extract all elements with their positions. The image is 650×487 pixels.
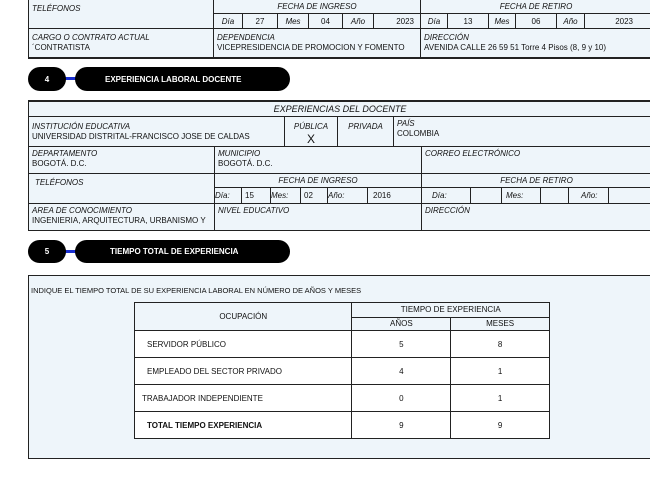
retiro-dia: 13 bbox=[447, 13, 489, 29]
docente-ingreso-mes: 02 bbox=[300, 187, 328, 204]
ingreso-anio: 2023 bbox=[373, 13, 421, 29]
dependencia-label: DEPENDENCIA bbox=[217, 33, 275, 42]
municipio-label: MUNICIPIO bbox=[218, 149, 261, 158]
docente-retiro-dia-label: Día: bbox=[421, 187, 471, 204]
fecha-retiro-header: FECHA DE RETIRO bbox=[420, 0, 650, 14]
docente-retiro-mes[interactable] bbox=[540, 187, 569, 204]
cargo-label: CARGO O CONTRATO ACTUAL bbox=[32, 33, 150, 42]
docente-telefonos-cell bbox=[28, 173, 215, 204]
cargo-value: ´CONTRATISTA bbox=[32, 43, 90, 52]
meses-cell: 1 bbox=[451, 385, 550, 412]
docente-telefonos-label: TELÉFONOS bbox=[35, 178, 84, 187]
telefonos-label: TELÉFONOS bbox=[32, 4, 81, 13]
section-5-title: TIEMPO TOTAL DE EXPERIENCIA bbox=[75, 240, 290, 263]
ingreso-dia: 27 bbox=[242, 13, 278, 29]
institucion-label: INSTITUCIÓN EDUCATIVA bbox=[32, 122, 131, 131]
pais-value: COLOMBIA bbox=[397, 129, 440, 138]
docente-ingreso-anio: 2016 bbox=[367, 187, 422, 204]
section-4-title: EXPERIENCIA LABORAL DOCENTE bbox=[75, 67, 290, 91]
fecha-ingreso-header: FECHA DE INGRESO bbox=[213, 0, 421, 14]
retiro-mes: 06 bbox=[515, 13, 557, 29]
telefonos-cell bbox=[28, 0, 214, 29]
institucion-value: UNIVERSIDAD DISTRITAL-FRANCISCO JOSE DE CALDAS bbox=[32, 132, 250, 141]
ocupacion-cell: TRABAJADOR INDEPENDIENTE bbox=[135, 385, 352, 412]
nivel-cell bbox=[214, 203, 422, 231]
ocupacion-cell: SERVIDOR PÚBLICO bbox=[135, 331, 352, 358]
tiempo-table bbox=[134, 302, 550, 439]
docente-retiro-mes-label: Mes: bbox=[501, 187, 541, 204]
tiempo-instruction: INDIQUE EL TIEMPO TOTAL DE SU EXPERIENCIA LABORAL EN NÚMERO DE AÑOS Y MESES bbox=[31, 286, 362, 295]
privada-cell[interactable] bbox=[337, 116, 394, 147]
cargo-cell bbox=[28, 28, 214, 59]
publica-cell[interactable] bbox=[284, 116, 338, 147]
docente-retiro-dia[interactable] bbox=[470, 187, 502, 204]
docente-title: EXPERIENCIAS DEL DOCENTE bbox=[28, 100, 650, 117]
table-row bbox=[135, 358, 550, 385]
docente-ingreso-dia: 15 bbox=[241, 187, 271, 204]
ingreso-mes: 04 bbox=[308, 13, 343, 29]
publica-mark: X bbox=[306, 132, 315, 146]
direccion-label: DIRECCIÓN bbox=[424, 33, 469, 42]
docente-direccion-cell bbox=[421, 203, 650, 231]
anios-cell: 0 bbox=[352, 385, 451, 412]
correo-cell bbox=[421, 146, 650, 174]
pais-cell bbox=[393, 116, 650, 147]
docente-direccion-label: DIRECCIÓN bbox=[425, 206, 470, 215]
table-row bbox=[135, 385, 550, 412]
total-meses: 9 bbox=[451, 412, 550, 439]
retiro-mes-label: Mes bbox=[488, 13, 516, 29]
area-label: AREA DE CONOCIMIENTO bbox=[32, 206, 133, 215]
tiempo-header: TIEMPO DE EXPERIENCIA bbox=[352, 303, 550, 318]
nivel-label: NIVEL EDUCATIVO bbox=[218, 206, 290, 215]
section-4-number: 4 bbox=[28, 67, 66, 91]
direccion-cell bbox=[420, 28, 650, 59]
table-row bbox=[135, 331, 550, 358]
municipio-cell bbox=[214, 146, 422, 174]
privada-label: PRIVADA bbox=[348, 122, 383, 131]
publica-label: PÚBLICA bbox=[293, 122, 329, 131]
docente-fecha-ingreso-header: FECHA DE INGRESO bbox=[214, 173, 422, 188]
table-row-total bbox=[135, 412, 550, 439]
ocupacion-cell: EMPLEADO DEL SECTOR PRIVADO bbox=[135, 358, 352, 385]
dependencia-value: VICEPRESIDENCIA DE PROMOCION Y FOMENTO bbox=[217, 43, 405, 52]
docente-mes-label: Mes: bbox=[270, 187, 301, 204]
area-cell bbox=[28, 203, 215, 231]
retiro-anio: 2023 bbox=[584, 13, 650, 29]
anios-cell: 4 bbox=[352, 358, 451, 385]
dia-label: Día bbox=[213, 13, 243, 29]
pais-label: PAÍS bbox=[397, 119, 415, 128]
direccion-value: AVENIDA CALLE 26 59 51 Torre 4 Pisos (8, 9 y 10) bbox=[424, 43, 607, 52]
retiro-dia-label: Día bbox=[420, 13, 448, 29]
anio-label: Año bbox=[342, 13, 374, 29]
docente-dia-label: Día: bbox=[214, 187, 242, 204]
ocupacion-header: OCUPACIÓN bbox=[135, 303, 352, 331]
area-value: INGENIERIA, ARQUITECTURA, URBANISMO Y bbox=[32, 216, 206, 225]
municipio-value: BOGOTÁ. D.C. bbox=[218, 159, 273, 168]
anios-header: AÑOS bbox=[352, 317, 451, 330]
anios-cell: 5 bbox=[352, 331, 451, 358]
total-label: TOTAL TIEMPO EXPERIENCIA bbox=[135, 412, 352, 439]
departamento-value: BOGOTÁ. D.C. bbox=[32, 159, 87, 168]
departamento-cell bbox=[28, 146, 215, 174]
docente-retiro-anio-label: Año: bbox=[568, 187, 609, 204]
section-5-number: 5 bbox=[28, 240, 66, 263]
docente-retiro-anio[interactable] bbox=[608, 187, 650, 204]
institucion-cell bbox=[28, 116, 285, 147]
mes-label: Mes bbox=[277, 13, 309, 29]
total-anios: 9 bbox=[352, 412, 451, 439]
correo-label: CORREO ELECTRÓNICO bbox=[425, 149, 521, 158]
retiro-anio-label: Año bbox=[556, 13, 585, 29]
dependencia-cell bbox=[213, 28, 421, 59]
meses-cell: 8 bbox=[451, 331, 550, 358]
docente-fecha-retiro-header: FECHA DE RETIRO bbox=[421, 173, 650, 188]
meses-cell: 1 bbox=[451, 358, 550, 385]
docente-anio-label: Año: bbox=[327, 187, 368, 204]
meses-header: MESES bbox=[451, 317, 550, 330]
departamento-label: DEPARTAMENTO bbox=[32, 149, 98, 158]
